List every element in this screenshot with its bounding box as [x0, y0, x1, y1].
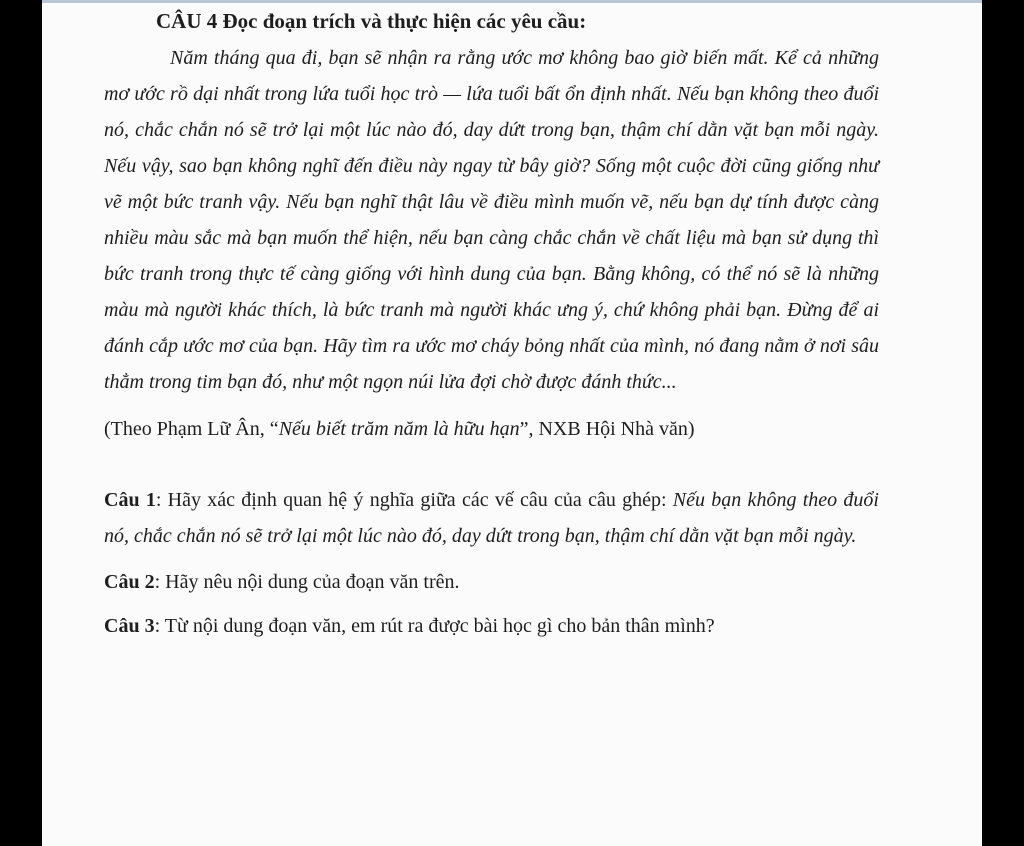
page-top-border: [42, 0, 982, 3]
source-suffix: ”, NXB Hội Nhà văn): [519, 418, 695, 440]
question-3: [104, 608, 879, 644]
document-page: [42, 0, 982, 846]
question-1-label: Câu 1: [104, 489, 156, 511]
question-1-text: : Hãy xác định quan hệ ý nghĩa giữa các vế câu của câu ghép:: [155, 489, 673, 511]
source-citation: [104, 414, 879, 444]
question-1-quote: Nếu bạn không theo đuổi nó, chắc chắn nó sẽ trở lại một lúc nào đó, day dứt trong bạn, thậm chí dằn vặt bạn mỗi ngày.: [104, 489, 879, 547]
question-1: [104, 482, 879, 554]
question-heading: CÂU 4 Đọc đoạn trích và thực hiện các yêu cầu:: [156, 9, 587, 33]
question-2: [104, 564, 879, 600]
source-title: Nếu biết trăm năm là hữu hạn: [278, 418, 520, 440]
question-2-label: Câu 2: [104, 571, 155, 593]
question-2-text: : Hãy nêu nội dung của đoạn văn trên.: [154, 571, 460, 593]
question-3-text: : Từ nội dung đoạn văn, em rút ra được bài học gì cho bản thân mình?: [154, 615, 715, 637]
document-content: [104, 6, 879, 644]
excerpt-passage: Năm tháng qua đi, bạn sẽ nhận ra rằng ước mơ không bao giờ biến mất. Kể cả những mơ ước rồ dại nhất trong lứa tuổi học trò — lứa tuổi bất ổn định nhất. Nếu bạn không theo đuổi nó, chắc chắn nó sẽ trở lại một lúc nào đó, day dứt trong bạn, thậm chí dằn vặt bạn mỗi ngày. Nếu vậy, sao bạn không nghĩ đến điều này ngay từ bây giờ? Sống một cuộc đời cũng giống như vẽ một bức tranh vậy. Nếu bạn nghĩ thật lâu về điều mình muốn vẽ, nếu bạn dự tính được càng nhiều màu sắc mà bạn muốn thể hiện, nếu bạn càng chắc chắn về chất liệu mà bạn sử dụng thì bức tranh trong thực tế càng giống với hình dung của bạn. Bằng không, có thể nó sẽ là những màu mà người khác thích, là bức tranh mà người khác ưng ý, chứ không phải bạn. Đừng để ai đánh cắp ước mơ của bạn. Hãy tìm ra ước mơ cháy bỏng nhất của mình, nó đang nằm ở nơi sâu thẳm trong tim bạn đó, như một ngọn núi lửa đợi chờ được đánh thức...: [104, 47, 879, 393]
question-3-label: Câu 3: [104, 615, 155, 637]
source-prefix: (Theo Phạm Lữ Ân, “: [104, 418, 279, 440]
